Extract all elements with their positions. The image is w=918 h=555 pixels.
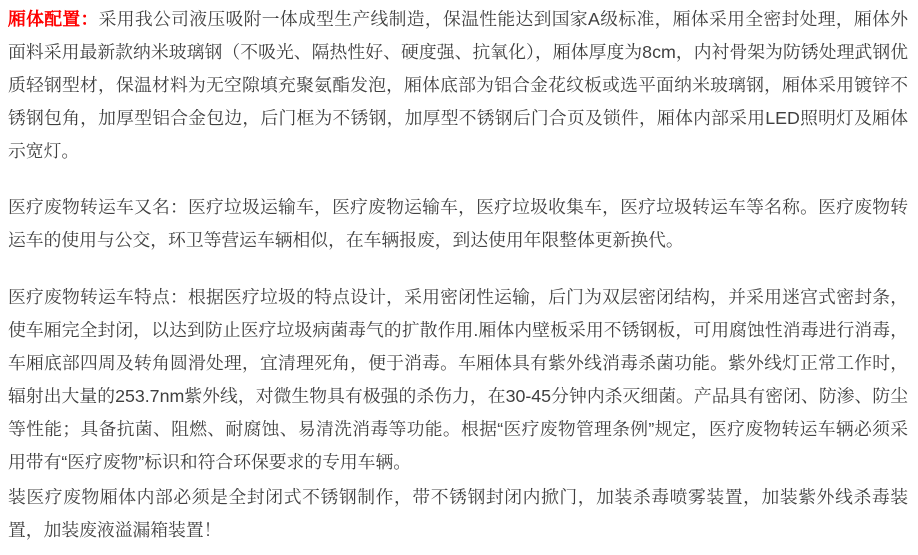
cabin-config-text: 采用我公司液压吸附一体成型生产线制造，保温性能达到国家A级标准，厢体采用全密封处理，厢体外面料采用最新款纳米玻璃钢（不吸光、隔热性好、硬度强、抗氧化），厢体厚度为8cm，内衬骨架为防锈处理武钢优质轻钢型材，保温材料为无空隙填充聚氨酯发泡，厢体底部为铝合金花纹板或选平面纳米玻璃钢，厢体采用镀锌不锈钢包角，加厚型铝合金包边，后门框为不锈钢，加厚型不锈钢后门合页及锁件，厢体内部采用LED照明灯及厢体示宽灯。 (8, 9, 908, 161)
paragraph-interior-requirements (8, 481, 908, 547)
paragraph-vehicle-features (8, 281, 908, 479)
cabin-config-heading: 厢体配置： (8, 9, 99, 29)
paragraph-vehicle-aliases (8, 191, 908, 257)
paragraph-cabin-config (8, 3, 908, 168)
vehicle-aliases-text: 医疗废物转运车又名：医疗垃圾运输车，医疗废物运输车，医疗垃圾收集车，医疗垃圾转运车等名称。医疗废物转运车的使用与公交，环卫等营运车辆相似，在车辆报废，到达使用年限整体更新换代。 (8, 197, 908, 250)
interior-requirements-text: 装医疗废物厢体内部必须是全封闭式不锈钢制作，带不锈钢封闭内掀门，加装杀毒喷雾装置，加装紫外线杀毒装置，加装废液溢漏箱装置！ (8, 487, 908, 540)
vehicle-features-text: 医疗废物转运车特点：根据医疗垃圾的特点设计，采用密闭性运输，后门为双层密闭结构，并采用迷宫式密封条，使车厢完全封闭，以达到防止医疗垃圾病菌毒气的扩散作用.厢体内壁板采用不锈钢板，可用腐蚀性消毒进行消毒，车厢底部四周及转角圆滑处理，宜清理死角，便于消毒。车厢体具有紫外线消毒杀菌功能。紫外线灯正常工作时，辐射出大量的253.7nm紫外线，对微生物具有极强的杀伤力，在30-45分钟内杀灭细菌。产品具有密闭、防渗、防尘等性能；具备抗菌、阻燃、耐腐蚀、易清洗消毒等功能。根据“医疗废物管理条例”规定，医疗废物转运车辆必须采用带有“医疗废物”标识和符合环保要求的专用车辆。 (8, 287, 908, 472)
